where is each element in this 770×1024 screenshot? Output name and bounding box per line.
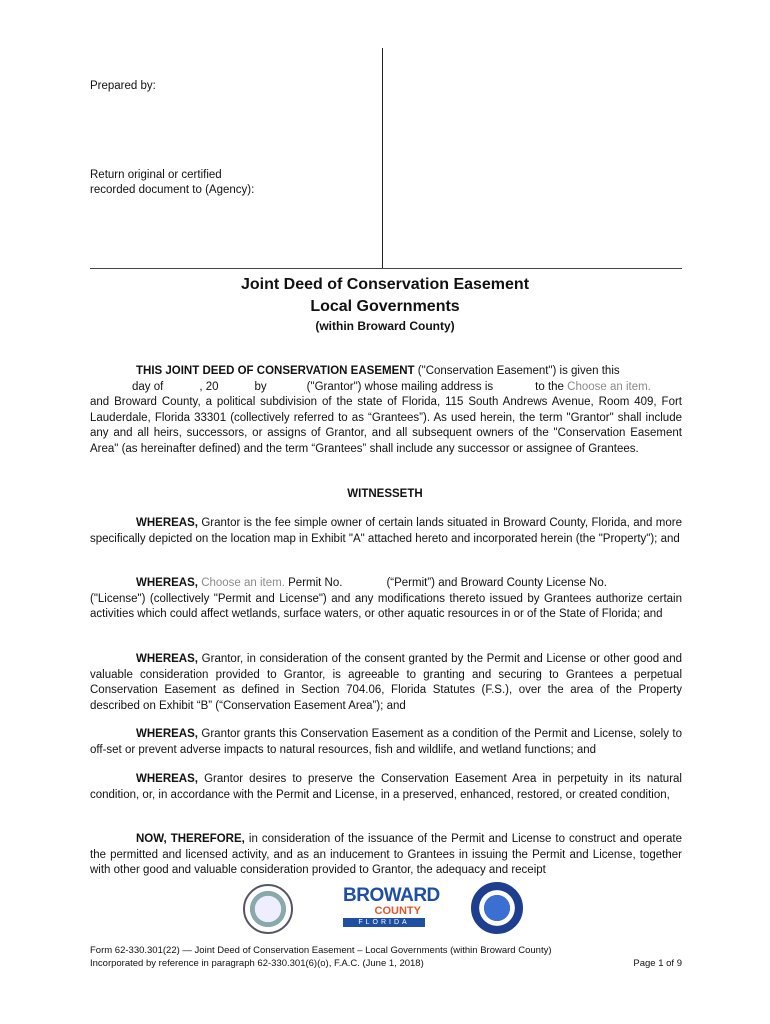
whereas-text-4: Grantor grants this Conservation Easement as a condition of the Permit and License, solely to off-set or prevent adverse impacts to natural resources, fish and wildlife, and wetland functions; and <box>90 728 682 756</box>
whereas-lead-3: WHEREAS, <box>136 653 198 665</box>
document-subtitle: Local Governments <box>310 298 460 315</box>
whereas-paragraph-1 <box>90 516 682 547</box>
now-therefore-lead: NOW, THEREFORE, <box>136 833 245 845</box>
whereas-paragraph-3 <box>90 652 682 714</box>
now-therefore-text: in consideration of the issuance of the Permit and License to construct and operate the permitted and licensed activity, and as an inducement to Grantees in issuing the Permit and License, together with other good and valuable consideration provided to Grantor, the adequacy and receipt <box>90 833 682 876</box>
whereas-text-2: ("License") (collectively "Permit and License") and any modifications thereto issued by Grantees authorize certain activities which could affect wetlands, surface waters, or other aquatic resources in or of the State of Florida; and <box>90 592 682 620</box>
whereas-lead-2: WHEREAS, <box>136 577 198 589</box>
agency-dropdown-2[interactable]: Choose an item. <box>201 577 285 589</box>
header-divider-vertical <box>382 48 383 268</box>
broward-logo-county: COUNTY <box>374 905 421 917</box>
whereas-paragraph-5 <box>90 772 682 803</box>
return-line-1: Return original or certified <box>90 169 222 181</box>
whereas-text-1: Grantor is the fee simple owner of certain lands situated in Broward County, Florida, and more specifically depicted on the location map in Exhibit "A" attached hereto and incorporated herein (the "Property"); and <box>90 517 682 545</box>
state-seal-icon <box>243 884 293 934</box>
intro-paragraph <box>90 364 682 457</box>
to-the-label: to the <box>535 380 564 393</box>
whereas-lead-4: WHEREAS, <box>136 728 198 740</box>
whereas-lead-1: WHEREAS, <box>136 517 198 529</box>
agency-dropdown-1[interactable]: Choose an item. <box>567 380 651 393</box>
broward-logo-state: FLORIDA <box>343 918 425 927</box>
footer-form-line: Form 62-330.301(22) — Joint Deed of Conservation Easement – Local Governments (within Broward County) <box>90 945 552 956</box>
broward-county-logo <box>343 885 440 928</box>
permit-label: Permit No. <box>284 577 343 589</box>
whereas-text-5: Grantor desires to preserve the Conservation Easement Area in perpetuity in its natural condition, or, in accordance with the Permit and License, in a preserved, enhanced, restored, or created condition, <box>90 773 682 801</box>
agency-logos <box>0 882 770 932</box>
day-of-label: day of <box>132 380 164 393</box>
footer-reference-line: Incorporated by reference in paragraph 62-330.301(6)(o), F.A.C. (June 1, 2018) <box>90 958 424 969</box>
return-address-label <box>90 168 254 198</box>
broward-logo-wordmark: BROWARD <box>343 885 440 906</box>
page-footer <box>90 944 682 970</box>
prepared-by-label: Prepared by: <box>90 80 156 92</box>
page-number: Page 1 of 9 <box>633 958 682 969</box>
header-divider-horizontal <box>90 268 682 269</box>
by-label: by <box>254 380 267 393</box>
permit-quote: (“Permit”) and Broward County License No. <box>386 577 607 589</box>
whereas-paragraph-2 <box>90 576 682 623</box>
document-title: Joint Deed of Conservation Easement <box>240 276 530 293</box>
intro-text-1: ("Conservation Easement") is given this <box>414 365 620 377</box>
whereas-text-3: Grantor, in consideration of the consent granted by the Permit and License or other good and valuable consideration provided to Grantor, is agreeable to granting and securing to Grantees a perpetual Conservation Easement as defined in Section 704.06, Florida Statutes (F.S.), over the area of the Property described on Exhibit “B” (“Conservation Easement Area”); and <box>90 653 682 712</box>
now-therefore-paragraph <box>90 832 682 879</box>
witnesseth-heading: WITNESSETH <box>347 488 423 500</box>
water-district-seal-icon <box>471 882 523 934</box>
intro-lead: THIS JOINT DEED OF CONSERVATION EASEMENT <box>136 365 415 377</box>
year-label: , 20 <box>199 380 219 393</box>
return-line-2: recorded document to (Agency): <box>90 184 255 196</box>
document-scope: (within Broward County) <box>315 319 455 333</box>
intro-text-rest: and Broward County, a political subdivision of the state of Florida, 115 South Andrews Avenue, Room 409, Fort Lauderdale, Florida 33301 (collectively referred to as “Grantees”). As used herein, the term "Grantor" shall include any and all heirs, successors, or assigns of Grantor, and all subsequent owners of the "Conservation Easement Area" (as hereinafter defined) and the term “Grantees” shall include any successor or assignee of Grantees. <box>90 396 682 455</box>
whereas-lead-5: WHEREAS, <box>136 773 198 785</box>
grantor-label: ("Grantor") whose mailing address is <box>306 380 494 393</box>
whereas-paragraph-4 <box>90 727 682 758</box>
